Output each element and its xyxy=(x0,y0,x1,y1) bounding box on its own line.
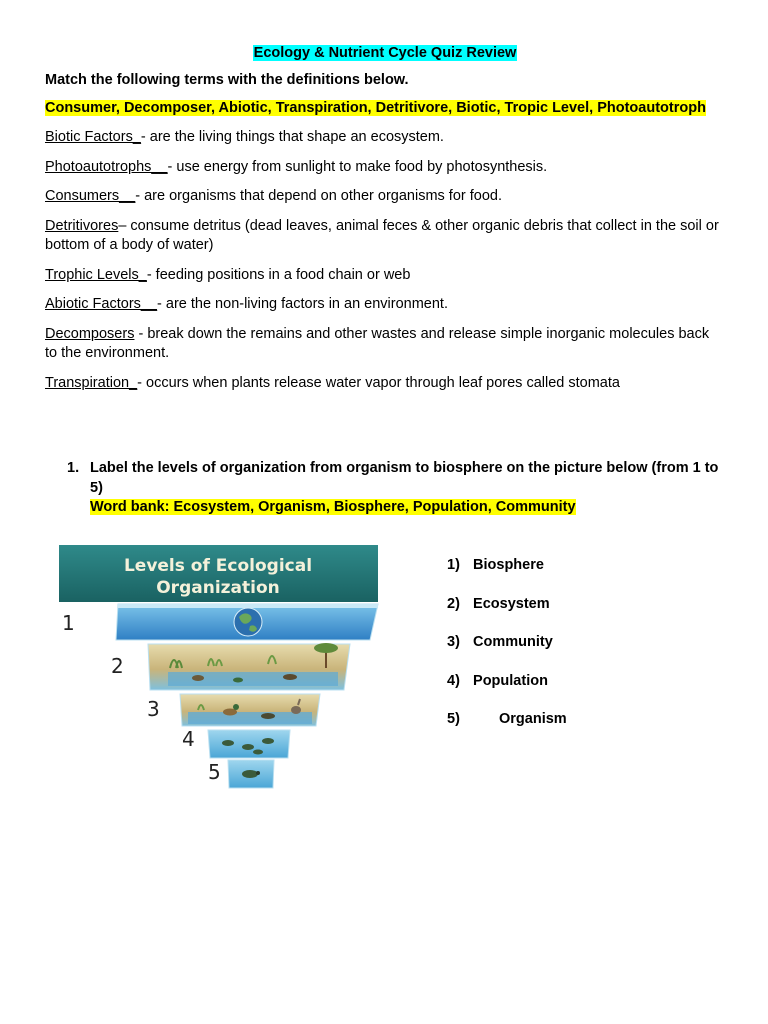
question-1 xyxy=(45,459,725,518)
definition-item xyxy=(45,128,725,148)
answer-item xyxy=(447,710,567,749)
answer-number: 2) xyxy=(447,595,460,612)
definition-term: Detritivores xyxy=(45,217,119,234)
ecological-pyramid-illustration xyxy=(58,544,380,794)
definition-term: Biotic Factors_ xyxy=(45,129,141,145)
definition-item xyxy=(45,374,725,394)
definition-term: Abiotic Factors__ xyxy=(45,296,158,312)
answer-item xyxy=(447,595,567,634)
tier-5-organism xyxy=(228,760,274,788)
definition-term: Transpiration_ xyxy=(45,374,138,391)
tier-4-population xyxy=(208,730,290,758)
question-number: 1. xyxy=(67,460,80,476)
definition-text: - occurs when plants release water vapor through leaf pores called stomata xyxy=(137,374,620,391)
level-number-5: 5 xyxy=(208,760,221,784)
definition-item xyxy=(45,217,725,256)
terms-list xyxy=(45,99,725,118)
level-number-3: 3 xyxy=(147,697,160,721)
answer-number: 4) xyxy=(447,672,460,689)
level-number-2: 2 xyxy=(111,654,124,678)
answer-number: 1) xyxy=(447,557,460,573)
answer-label: Ecosystem xyxy=(473,595,550,612)
title-wrap xyxy=(45,45,725,61)
definition-term: Trophic Levels_ xyxy=(45,266,147,283)
definition-text: - use energy from sunlight to make food by photosynthesis. xyxy=(167,158,548,175)
answer-item xyxy=(447,556,567,595)
answer-number: 5) xyxy=(447,711,460,727)
definition-text: – consume detritus (dead leaves, animal feces & other organic debris that collect in the soil or bottom of a body of water) xyxy=(45,217,719,253)
levels-figure xyxy=(58,544,380,794)
definition-term: Consumers__ xyxy=(45,188,136,204)
definition-term: Decomposers xyxy=(45,325,135,342)
definition-item xyxy=(45,187,725,207)
banner-title-line2: Organization xyxy=(156,578,280,598)
answer-item xyxy=(447,633,567,672)
terms-highlight: Consumer, Decomposer, Abiotic, Transpiration, Detritivore, Biotic, Tropic Level, Photoautotroph xyxy=(45,100,706,116)
definition-item xyxy=(45,295,725,315)
definition-text: - feeding positions in a food chain or web xyxy=(146,266,411,283)
definition-term: Photoautotrophs__ xyxy=(45,158,168,175)
tier-1-biosphere xyxy=(116,604,378,640)
banner-title-line1: Levels of Ecological xyxy=(123,556,313,576)
definition-text: - are the living things that shape an ecosystem. xyxy=(140,129,444,145)
answer-list xyxy=(447,556,567,749)
definition-text: - break down the remains and other wastes and release simple inorganic molecules back to the environment. xyxy=(45,325,710,361)
document-body xyxy=(45,45,725,403)
answer-number: 3) xyxy=(447,634,460,650)
instruction: Match the following terms with the definitions below. xyxy=(45,72,409,88)
page-title: Ecology & Nutrient Cycle Quiz Review xyxy=(253,45,517,61)
question-text-block xyxy=(90,459,725,518)
definition-item xyxy=(45,158,725,178)
definition-item xyxy=(45,325,725,364)
definition-text: - are organisms that depend on other organisms for food. xyxy=(135,188,502,204)
tier-3-community xyxy=(180,694,320,726)
answer-label: Community xyxy=(473,634,553,650)
level-number-1: 1 xyxy=(62,611,75,635)
answer-label: Organism xyxy=(499,711,567,727)
answer-label: Biosphere xyxy=(473,557,544,573)
level-number-4: 4 xyxy=(182,727,195,751)
answer-item xyxy=(447,672,567,711)
question-text: Label the levels of organization from organism to biosphere on the picture below (from 1 to 5) xyxy=(90,460,719,496)
definition-item xyxy=(45,266,725,286)
answer-label: Population xyxy=(473,672,548,689)
word-bank: Word bank: Ecosystem, Organism, Biosphere, Population, Community xyxy=(90,499,576,515)
tier-2-ecosystem xyxy=(148,643,350,690)
definition-text: - are the non-living factors in an environment. xyxy=(157,296,448,312)
